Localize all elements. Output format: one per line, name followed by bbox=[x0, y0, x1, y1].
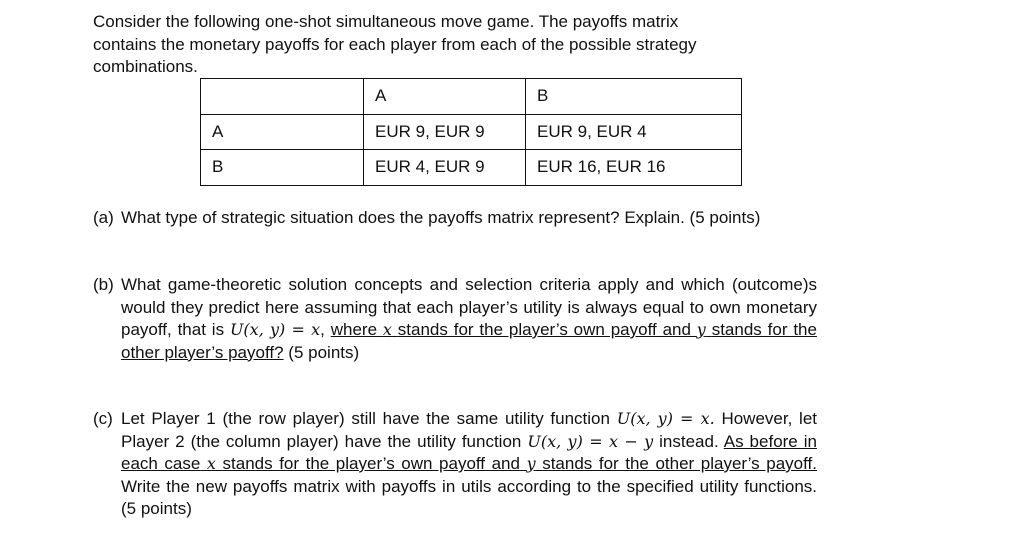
utility-formula-player2: U(x, y) = x − y bbox=[527, 431, 654, 451]
table-row bbox=[201, 114, 742, 150]
payoff-cell: EUR 16, EUR 16 bbox=[526, 150, 742, 186]
question-label: (c) bbox=[93, 409, 113, 428]
payoff-cell: EUR 4, EUR 9 bbox=[364, 150, 526, 186]
table-row bbox=[201, 150, 742, 186]
question-c-text: Let Player 1 (the row player) still have the same utility function bbox=[121, 409, 610, 428]
intro-line: contains the monetary payoffs for each player from each of the possible strategy bbox=[93, 34, 697, 54]
table-header-row bbox=[201, 79, 742, 115]
table-corner-cell bbox=[201, 79, 364, 115]
question-b-text: What game-theoretic solution concepts and selection criteria apply and which (outcome)s would they predict here assuming that each player’s utility is always equal to own monetary payoff, that is bbox=[121, 275, 817, 339]
question-text bbox=[121, 408, 817, 521]
question-a bbox=[93, 207, 817, 230]
underlined-definition: where x stands for the player’s own payoff and y stands for the other player’s payoff? bbox=[121, 320, 817, 362]
question-text bbox=[121, 274, 817, 364]
points-text: (5 points) bbox=[288, 342, 360, 362]
utility-formula-player1: U(x, y) = x. bbox=[616, 409, 715, 428]
intro-line: combinations. bbox=[93, 57, 198, 76]
row-header-b: B bbox=[201, 150, 364, 186]
comma: , bbox=[320, 320, 325, 339]
variable-x: x bbox=[382, 320, 392, 339]
row-header-a: A bbox=[201, 114, 364, 150]
payoff-cell: EUR 9, EUR 9 bbox=[364, 114, 526, 150]
question-c-text: instead. bbox=[659, 431, 719, 451]
question-text: What type of strategic situation does the payoffs matrix represent? Explain. (5 points) bbox=[121, 208, 761, 227]
payoff-matrix bbox=[200, 78, 742, 186]
variable-y: y bbox=[696, 320, 706, 339]
question-label: (a) bbox=[93, 208, 114, 227]
column-header-a: A bbox=[364, 79, 526, 115]
variable-y: y bbox=[526, 454, 536, 473]
question-label: (b) bbox=[93, 275, 114, 294]
question-c bbox=[93, 408, 817, 521]
payoff-cell: EUR 9, EUR 4 bbox=[526, 114, 742, 150]
question-c-text: Write the new payoffs matrix with payoffs in utils according to the specified utility functions. (5 points) bbox=[121, 476, 817, 518]
question-c-text: However, let Player 2 (the column player) have the utility function bbox=[121, 409, 817, 451]
variable-x: x bbox=[206, 454, 216, 473]
utility-formula: U(x, y) = x bbox=[229, 320, 321, 339]
intro-line: Consider the following one-shot simultaneous move game. The payoffs matrix bbox=[93, 12, 679, 31]
question-b bbox=[93, 274, 817, 364]
underlined-definition: As before in each case x stands for the player’s own payoff and y stands for the other player’s payoff. bbox=[121, 431, 817, 473]
intro-paragraph bbox=[93, 11, 817, 79]
column-header-b: B bbox=[526, 79, 742, 115]
